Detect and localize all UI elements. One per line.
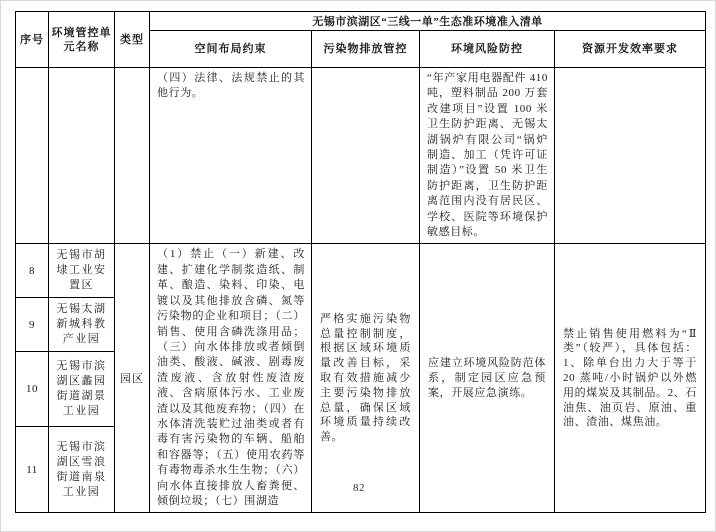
cell-unit-10: 无锡市滨湖区蠡园街道湖景工业园 bbox=[49, 352, 115, 427]
page-number: 82 bbox=[353, 482, 365, 494]
cell-type-empty bbox=[115, 68, 150, 244]
cell-seq-9: 9 bbox=[16, 298, 49, 352]
table-title: 无锡市滨湖区“三线一单”生态准环境准入清单 bbox=[150, 12, 706, 31]
table-row-8 bbox=[16, 244, 706, 298]
col-header-risk-prevention: 环境风险防控 bbox=[420, 31, 555, 68]
cell-unit-9: 无锡太湖新城科教产业园 bbox=[49, 298, 115, 352]
cell-unit-empty bbox=[49, 68, 115, 244]
col-header-spatial-layout: 空间布局约束 bbox=[150, 31, 312, 68]
col-header-pollutant-control: 污染物排放管控 bbox=[312, 31, 420, 68]
cell-risk-continuation: “年产家用电器配件 410 吨，塑料制品 200 万套改建项目”设置 100 米卫生防护距离、无锡太湖锅炉有限公司“锅炉制造、加工（凭许可证制造）”设置 50 米卫生防护距离，卫生防护距离范围内没有居民区、学校、医院等环境保护敏感目标。 bbox=[420, 68, 555, 244]
col-header-resource-efficiency: 资源开发效率要求 bbox=[555, 31, 706, 68]
cell-resource-empty bbox=[555, 68, 706, 244]
cell-type-group: 园区 bbox=[115, 244, 150, 513]
cell-risk-group: 应建立环境风险防范体系，制定园区应急预案，开展应急演练。 bbox=[420, 244, 555, 513]
admission-list-table bbox=[15, 11, 706, 513]
cell-seq-10: 10 bbox=[16, 352, 49, 427]
col-header-unit-name: 环境管控单元名称 bbox=[49, 12, 115, 68]
cell-resource-group: 禁止销售使用燃料为“Ⅱ类”（较严），具体包括：1、除单台出力大于等于 20 蒸吨/小时锅炉以外燃用的煤炭及其制品。2、石油焦、油页岩、原油、重油、渣油、煤焦油。 bbox=[555, 244, 706, 513]
cell-seq-8: 8 bbox=[16, 244, 49, 298]
col-header-seq: 序号 bbox=[16, 12, 49, 68]
cell-spatial-group: （1）禁止（一）新建、改建、扩建化学制浆造纸、制革、酿造、染料、印染、电镀以及其他排放含磷、氮等污染物的企业和项目；（二）销售、使用含磷洗涤用品；（三）向水体排放或者倾倒油类、酸液、碱液、剧毒废渣废液、含放射性废渣废液、含病原体污水、工业废渣以及其他废弃物；（四）在水体清洗装贮过油类或者有毒有害污染物的车辆、船舶和容器等；（五）使用农药等有毒物毒杀水生生物；（六）向水体直接排放人畜粪便、倾倒垃圾；（七）围湖造 bbox=[150, 244, 312, 513]
continuation-row bbox=[16, 68, 706, 244]
cell-pollutant-group: 严格实施污染物总量控制制度，根据区域环境质量改善目标，采取有效措施减少主要污染物排放总量，确保区域环境质量持续改善。 bbox=[312, 244, 420, 513]
col-header-type: 类型 bbox=[115, 12, 150, 68]
cell-unit-11: 无锡市滨湖区雪浪街道南泉工业园 bbox=[49, 427, 115, 513]
header-row-1 bbox=[16, 12, 706, 31]
cell-seq-11: 11 bbox=[16, 427, 49, 513]
cell-unit-8: 无锡市胡埭工业安置区 bbox=[49, 244, 115, 298]
cell-spatial-continuation: （四）法律、法规禁止的其他行为。 bbox=[150, 68, 312, 244]
cell-pollutant-empty bbox=[312, 68, 420, 244]
cell-seq-empty bbox=[16, 68, 49, 244]
